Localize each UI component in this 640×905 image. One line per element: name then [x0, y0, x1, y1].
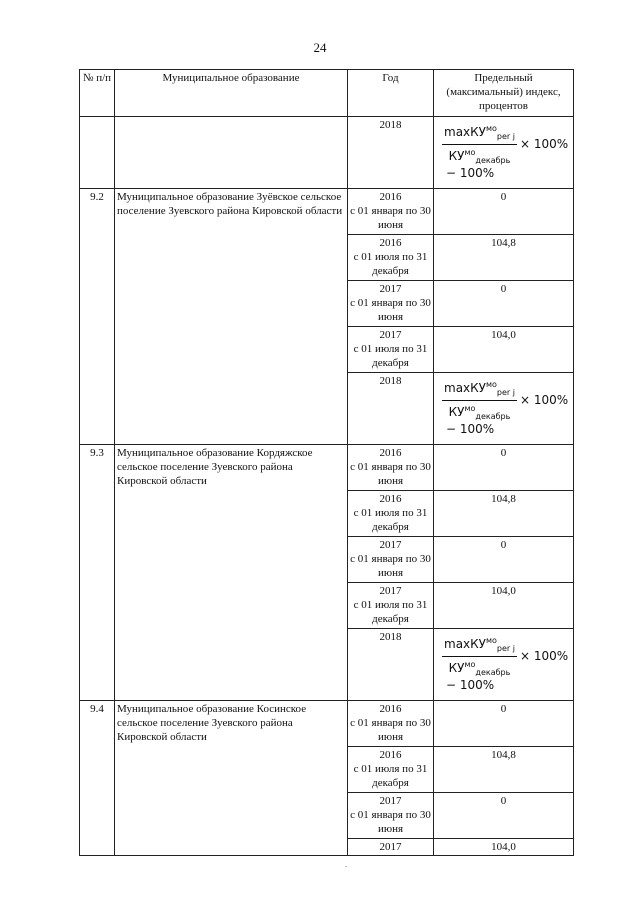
- period-range: с 01 июля по 31 декабря: [353, 599, 428, 625]
- period-year: 2017: [379, 283, 402, 295]
- index-value: 104,0: [434, 583, 574, 629]
- index-value: [434, 117, 574, 189]
- formula-sup-mo: мо: [485, 380, 497, 389]
- table-row: [80, 701, 574, 747]
- formula-sub-dec: декабрь: [475, 412, 511, 421]
- period-range: с 01 января по 30 июня: [350, 717, 431, 743]
- period-year: 2017: [379, 841, 402, 853]
- period-year: 2016: [379, 237, 402, 249]
- header-no: № п/п: [80, 70, 115, 117]
- period-range: с 01 июля по 31 декабря: [353, 507, 428, 533]
- period-cell: [348, 839, 434, 856]
- formula-denominator: $КУ^{мо}_{декабрь}$: [448, 148, 511, 165]
- formula-denominator: $КУ^{мо}_{декабрь}$: [448, 660, 511, 677]
- table-row: [80, 445, 574, 491]
- formula-times: × 100%: [519, 649, 569, 663]
- table-header-row: [80, 70, 574, 117]
- period-cell: [348, 117, 434, 189]
- row-number: 9.4: [80, 701, 115, 856]
- municipality-name: Муниципальное образование Кордяжское сельское поселение Зуевского района Кировской области: [115, 445, 348, 701]
- period-cell: [348, 327, 434, 373]
- period-year: 2016: [379, 749, 402, 761]
- index-formula: [436, 118, 571, 180]
- formula-minus: − 100%: [446, 422, 495, 436]
- period-range: с 01 июля по 31 декабря: [353, 763, 428, 789]
- period-year: 2016: [379, 493, 402, 505]
- index-value: [434, 629, 574, 701]
- formula-numerator: maxКУ$^{мо}_{per j}$: [442, 122, 517, 145]
- period-year: 2017: [379, 539, 402, 551]
- period-range: с 01 июля по 31 декабря: [353, 251, 428, 277]
- period-year: 2016: [379, 447, 402, 459]
- table-row: [80, 117, 574, 189]
- formula-sub-reg: per j: [496, 132, 515, 141]
- formula-sup-mo: мо: [464, 404, 476, 413]
- formula-times: × 100%: [519, 393, 569, 407]
- formula-sup-mo: мо: [464, 660, 476, 669]
- period-year: 2018: [379, 375, 402, 387]
- period-cell: [348, 793, 434, 839]
- index-value: 104,8: [434, 235, 574, 281]
- municipality-name: Муниципальное образование Косинское сельское поселение Зуевского района Кировской области: [115, 701, 348, 856]
- header-year: Год: [348, 70, 434, 117]
- period-range: с 01 января по 30 июня: [350, 297, 431, 323]
- formula-sup-mo: мо: [464, 148, 476, 157]
- period-year: 2017: [379, 329, 402, 341]
- formula-fraction: [442, 378, 517, 423]
- index-value: 0: [434, 793, 574, 839]
- formula-sub-dec: декабрь: [475, 668, 511, 677]
- row-number: [80, 117, 115, 189]
- period-cell: [348, 281, 434, 327]
- period-year: 2017: [379, 585, 402, 597]
- table-row: [80, 189, 574, 235]
- index-value: 0: [434, 445, 574, 491]
- header-municipality: Муниципальное образование: [115, 70, 348, 117]
- index-value: 0: [434, 281, 574, 327]
- period-cell: [348, 629, 434, 701]
- formula-fraction: [442, 634, 517, 679]
- index-value: 104,8: [434, 491, 574, 537]
- formula-sub-reg: per j: [496, 388, 515, 397]
- index-formula: [436, 374, 571, 436]
- index-value: 0: [434, 189, 574, 235]
- formula-numerator: maxКУ$^{мо}_{per j}$: [442, 378, 517, 401]
- formula-numerator: maxКУ$^{мо}_{per j}$: [442, 634, 517, 657]
- period-cell: [348, 491, 434, 537]
- header-index: Предельный (максимальный) индекс, процентов: [434, 70, 574, 117]
- index-value: [434, 373, 574, 445]
- period-cell: [348, 537, 434, 583]
- tariff-index-table: [79, 69, 574, 856]
- municipality-name: [115, 117, 348, 189]
- period-range: с 01 января по 30 июня: [350, 205, 431, 231]
- period-year: 2016: [379, 703, 402, 715]
- municipality-name: Муниципальное образование Зуёвское сельское поселение Зуевского района Кировской области: [115, 189, 348, 445]
- period-range: с 01 июля по 31 декабря: [353, 343, 428, 369]
- period-cell: [348, 373, 434, 445]
- formula-sup-mo: мо: [485, 636, 497, 645]
- index-value: 104,8: [434, 747, 574, 793]
- formula-sub-dec: декабрь: [475, 156, 511, 165]
- formula-sub-reg: per j: [496, 644, 515, 653]
- period-cell: [348, 583, 434, 629]
- table-body: [80, 117, 574, 856]
- period-year: 2018: [379, 119, 402, 131]
- scan-mark: [345, 866, 347, 867]
- formula-fraction: [442, 122, 517, 167]
- formula-sup-mo: мо: [485, 124, 497, 133]
- period-cell: [348, 189, 434, 235]
- index-value: 0: [434, 537, 574, 583]
- index-formula: [436, 630, 571, 692]
- formula-denominator: $КУ^{мо}_{декабрь}$: [448, 404, 511, 421]
- page-number: 24: [313, 40, 327, 55]
- period-cell: [348, 445, 434, 491]
- period-range: с 01 января по 30 июня: [350, 461, 431, 487]
- formula-minus: − 100%: [446, 166, 495, 180]
- period-range: с 01 января по 30 июня: [350, 809, 431, 835]
- period-year: 2017: [379, 795, 402, 807]
- period-range: с 01 января по 30 июня: [350, 553, 431, 579]
- period-year: 2016: [379, 191, 402, 203]
- index-value: 0: [434, 701, 574, 747]
- period-cell: [348, 747, 434, 793]
- index-value: 104,0: [434, 839, 574, 856]
- row-number: 9.2: [80, 189, 115, 445]
- row-number: 9.3: [80, 445, 115, 701]
- formula-times: × 100%: [519, 137, 569, 151]
- formula-minus: − 100%: [446, 678, 495, 692]
- period-cell: [348, 701, 434, 747]
- index-value: 104,0: [434, 327, 574, 373]
- period-year: 2018: [379, 631, 402, 643]
- period-cell: [348, 235, 434, 281]
